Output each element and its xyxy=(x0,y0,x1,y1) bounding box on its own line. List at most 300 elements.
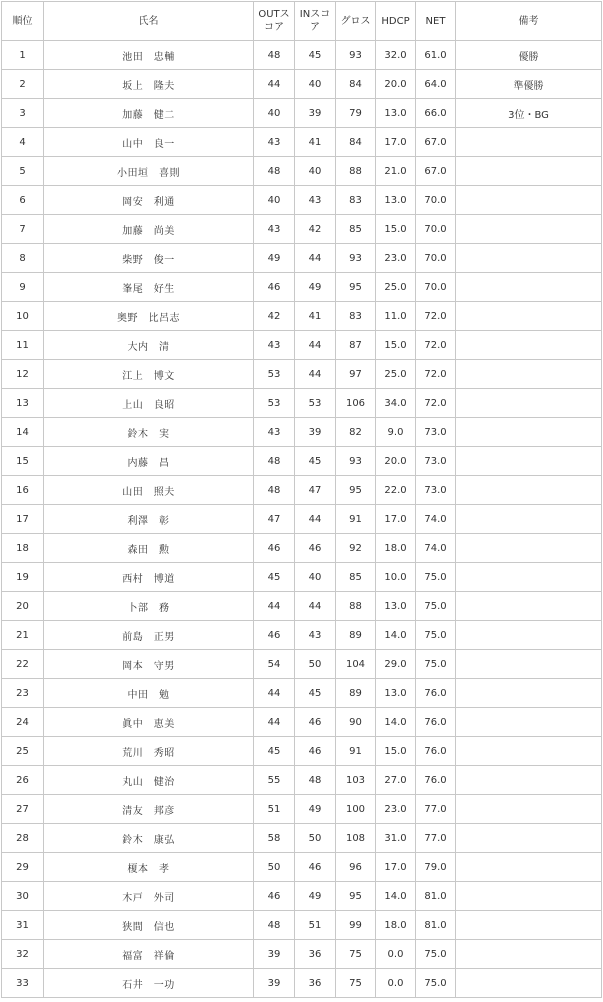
net-cell: 75.0 xyxy=(416,563,456,592)
header-net: NET xyxy=(416,2,456,41)
out-score-cell: 43 xyxy=(254,128,295,157)
name-cell: 狭間 信也 xyxy=(44,911,254,940)
table-row xyxy=(2,157,602,186)
header-out-score: OUTスコア xyxy=(254,2,295,41)
table-row xyxy=(2,41,602,70)
net-cell: 77.0 xyxy=(416,824,456,853)
net-cell: 81.0 xyxy=(416,911,456,940)
rank-cell: 29 xyxy=(2,853,44,882)
gross-cell: 75 xyxy=(336,940,376,969)
gross-cell: 93 xyxy=(336,447,376,476)
name-cell: 鈴木 実 xyxy=(44,418,254,447)
rank-cell: 23 xyxy=(2,679,44,708)
in-score-cell: 44 xyxy=(295,360,336,389)
in-score-cell: 40 xyxy=(295,563,336,592)
rank-cell: 28 xyxy=(2,824,44,853)
gross-cell: 91 xyxy=(336,737,376,766)
table-row xyxy=(2,447,602,476)
net-cell: 70.0 xyxy=(416,273,456,302)
net-cell: 73.0 xyxy=(416,447,456,476)
rank-cell: 26 xyxy=(2,766,44,795)
out-score-cell: 49 xyxy=(254,244,295,273)
in-score-cell: 39 xyxy=(295,99,336,128)
in-score-cell: 50 xyxy=(295,824,336,853)
note-cell xyxy=(456,128,602,157)
gross-cell: 85 xyxy=(336,215,376,244)
name-cell: 柴野 俊一 xyxy=(44,244,254,273)
rank-cell: 5 xyxy=(2,157,44,186)
net-cell: 72.0 xyxy=(416,331,456,360)
name-cell: 前島 正男 xyxy=(44,621,254,650)
table-row xyxy=(2,128,602,157)
name-cell: 加藤 健二 xyxy=(44,99,254,128)
table-row xyxy=(2,708,602,737)
out-score-cell: 43 xyxy=(254,215,295,244)
name-cell: 眞中 恵美 xyxy=(44,708,254,737)
table-row xyxy=(2,331,602,360)
net-cell: 76.0 xyxy=(416,679,456,708)
out-score-cell: 40 xyxy=(254,186,295,215)
out-score-cell: 47 xyxy=(254,505,295,534)
out-score-cell: 43 xyxy=(254,418,295,447)
rank-cell: 16 xyxy=(2,476,44,505)
out-score-cell: 45 xyxy=(254,737,295,766)
name-cell: 卜部 務 xyxy=(44,592,254,621)
note-cell xyxy=(456,389,602,418)
table-row xyxy=(2,911,602,940)
hdcp-cell: 0.0 xyxy=(376,940,416,969)
rank-cell: 13 xyxy=(2,389,44,418)
net-cell: 76.0 xyxy=(416,737,456,766)
out-score-cell: 54 xyxy=(254,650,295,679)
in-score-cell: 46 xyxy=(295,534,336,563)
name-cell: 丸山 健治 xyxy=(44,766,254,795)
hdcp-cell: 32.0 xyxy=(376,41,416,70)
out-score-cell: 46 xyxy=(254,882,295,911)
name-cell: 奥野 比呂志 xyxy=(44,302,254,331)
table-row xyxy=(2,389,602,418)
hdcp-cell: 0.0 xyxy=(376,969,416,998)
name-cell: 江上 博文 xyxy=(44,360,254,389)
rank-cell: 24 xyxy=(2,708,44,737)
hdcp-cell: 18.0 xyxy=(376,534,416,563)
header-name: 氏名 xyxy=(44,2,254,41)
gross-cell: 103 xyxy=(336,766,376,795)
note-cell: 3位・BG xyxy=(456,99,602,128)
name-cell: 小田垣 喜則 xyxy=(44,157,254,186)
table-row xyxy=(2,302,602,331)
table-row xyxy=(2,563,602,592)
rank-cell: 12 xyxy=(2,360,44,389)
note-cell xyxy=(456,911,602,940)
in-score-cell: 46 xyxy=(295,708,336,737)
rank-cell: 17 xyxy=(2,505,44,534)
hdcp-cell: 31.0 xyxy=(376,824,416,853)
header-note: 備考 xyxy=(456,2,602,41)
net-cell: 75.0 xyxy=(416,969,456,998)
hdcp-cell: 21.0 xyxy=(376,157,416,186)
table-row xyxy=(2,534,602,563)
gross-cell: 104 xyxy=(336,650,376,679)
in-score-cell: 44 xyxy=(295,331,336,360)
rank-cell: 21 xyxy=(2,621,44,650)
gross-cell: 95 xyxy=(336,273,376,302)
gross-cell: 90 xyxy=(336,708,376,737)
gross-cell: 97 xyxy=(336,360,376,389)
table-row xyxy=(2,766,602,795)
gross-cell: 84 xyxy=(336,70,376,99)
rank-cell: 18 xyxy=(2,534,44,563)
in-score-cell: 46 xyxy=(295,853,336,882)
out-score-cell: 44 xyxy=(254,70,295,99)
note-cell xyxy=(456,534,602,563)
table-body xyxy=(2,41,602,998)
hdcp-cell: 9.0 xyxy=(376,418,416,447)
note-cell xyxy=(456,737,602,766)
rank-cell: 10 xyxy=(2,302,44,331)
in-score-cell: 49 xyxy=(295,273,336,302)
name-cell: 森田 勲 xyxy=(44,534,254,563)
in-score-cell: 53 xyxy=(295,389,336,418)
out-score-cell: 53 xyxy=(254,389,295,418)
in-score-cell: 49 xyxy=(295,795,336,824)
name-cell: 峯尾 好生 xyxy=(44,273,254,302)
rank-cell: 8 xyxy=(2,244,44,273)
rank-cell: 25 xyxy=(2,737,44,766)
name-cell: 石井 一功 xyxy=(44,969,254,998)
hdcp-cell: 13.0 xyxy=(376,592,416,621)
table-row xyxy=(2,360,602,389)
table-row xyxy=(2,273,602,302)
name-cell: 上山 良昭 xyxy=(44,389,254,418)
hdcp-cell: 10.0 xyxy=(376,563,416,592)
name-cell: 加藤 尚美 xyxy=(44,215,254,244)
name-cell: 清友 邦彦 xyxy=(44,795,254,824)
hdcp-cell: 25.0 xyxy=(376,360,416,389)
net-cell: 76.0 xyxy=(416,708,456,737)
net-cell: 72.0 xyxy=(416,302,456,331)
net-cell: 76.0 xyxy=(416,766,456,795)
hdcp-cell: 13.0 xyxy=(376,679,416,708)
header-in-score: INスコア xyxy=(295,2,336,41)
note-cell xyxy=(456,940,602,969)
rank-cell: 33 xyxy=(2,969,44,998)
in-score-cell: 43 xyxy=(295,186,336,215)
out-score-cell: 48 xyxy=(254,41,295,70)
table-row xyxy=(2,824,602,853)
in-score-cell: 43 xyxy=(295,621,336,650)
rank-cell: 2 xyxy=(2,70,44,99)
rank-cell: 31 xyxy=(2,911,44,940)
note-cell xyxy=(456,215,602,244)
name-cell: 坂上 隆夫 xyxy=(44,70,254,99)
gross-cell: 95 xyxy=(336,882,376,911)
name-cell: 荒川 秀昭 xyxy=(44,737,254,766)
table-row xyxy=(2,737,602,766)
name-cell: 池田 忠輔 xyxy=(44,41,254,70)
in-score-cell: 45 xyxy=(295,679,336,708)
name-cell: 鈴木 康弘 xyxy=(44,824,254,853)
gross-cell: 100 xyxy=(336,795,376,824)
table-row xyxy=(2,679,602,708)
name-cell: 榎本 孝 xyxy=(44,853,254,882)
gross-cell: 75 xyxy=(336,969,376,998)
gross-cell: 99 xyxy=(336,911,376,940)
note-cell xyxy=(456,621,602,650)
table-row xyxy=(2,853,602,882)
out-score-cell: 51 xyxy=(254,795,295,824)
note-cell xyxy=(456,331,602,360)
gross-cell: 83 xyxy=(336,186,376,215)
hdcp-cell: 20.0 xyxy=(376,447,416,476)
gross-cell: 85 xyxy=(336,563,376,592)
table-row xyxy=(2,650,602,679)
gross-cell: 95 xyxy=(336,476,376,505)
note-cell xyxy=(456,795,602,824)
in-score-cell: 36 xyxy=(295,940,336,969)
net-cell: 66.0 xyxy=(416,99,456,128)
table-row xyxy=(2,621,602,650)
note-cell xyxy=(456,824,602,853)
note-cell xyxy=(456,969,602,998)
table-row xyxy=(2,186,602,215)
note-cell xyxy=(456,418,602,447)
hdcp-cell: 15.0 xyxy=(376,737,416,766)
hdcp-cell: 22.0 xyxy=(376,476,416,505)
rank-cell: 20 xyxy=(2,592,44,621)
net-cell: 64.0 xyxy=(416,70,456,99)
header-rank: 順位 xyxy=(2,2,44,41)
note-cell xyxy=(456,302,602,331)
in-score-cell: 40 xyxy=(295,157,336,186)
gross-cell: 93 xyxy=(336,41,376,70)
rank-cell: 6 xyxy=(2,186,44,215)
table-row xyxy=(2,882,602,911)
net-cell: 81.0 xyxy=(416,882,456,911)
net-cell: 61.0 xyxy=(416,41,456,70)
header-hdcp: HDCP xyxy=(376,2,416,41)
name-cell: 岡安 利通 xyxy=(44,186,254,215)
table-row xyxy=(2,418,602,447)
in-score-cell: 45 xyxy=(295,41,336,70)
out-score-cell: 42 xyxy=(254,302,295,331)
hdcp-cell: 23.0 xyxy=(376,244,416,273)
note-cell xyxy=(456,157,602,186)
name-cell: 山中 良一 xyxy=(44,128,254,157)
net-cell: 67.0 xyxy=(416,128,456,157)
gross-cell: 108 xyxy=(336,824,376,853)
in-score-cell: 47 xyxy=(295,476,336,505)
hdcp-cell: 34.0 xyxy=(376,389,416,418)
table-row xyxy=(2,99,602,128)
rank-cell: 14 xyxy=(2,418,44,447)
in-score-cell: 39 xyxy=(295,418,336,447)
note-cell xyxy=(456,563,602,592)
note-cell xyxy=(456,882,602,911)
gross-cell: 84 xyxy=(336,128,376,157)
rank-cell: 15 xyxy=(2,447,44,476)
net-cell: 79.0 xyxy=(416,853,456,882)
gross-cell: 88 xyxy=(336,592,376,621)
hdcp-cell: 14.0 xyxy=(376,882,416,911)
gross-cell: 89 xyxy=(336,679,376,708)
table-row xyxy=(2,505,602,534)
hdcp-cell: 20.0 xyxy=(376,70,416,99)
in-score-cell: 36 xyxy=(295,969,336,998)
net-cell: 77.0 xyxy=(416,795,456,824)
gross-cell: 83 xyxy=(336,302,376,331)
gross-cell: 79 xyxy=(336,99,376,128)
note-cell xyxy=(456,592,602,621)
in-score-cell: 49 xyxy=(295,882,336,911)
gross-cell: 91 xyxy=(336,505,376,534)
header-row xyxy=(2,2,602,41)
net-cell: 75.0 xyxy=(416,650,456,679)
rank-cell: 3 xyxy=(2,99,44,128)
table-row xyxy=(2,969,602,998)
out-score-cell: 44 xyxy=(254,592,295,621)
gross-cell: 89 xyxy=(336,621,376,650)
in-score-cell: 46 xyxy=(295,737,336,766)
note-cell xyxy=(456,708,602,737)
hdcp-cell: 29.0 xyxy=(376,650,416,679)
table-row xyxy=(2,215,602,244)
out-score-cell: 40 xyxy=(254,99,295,128)
note-cell: 優勝 xyxy=(456,41,602,70)
hdcp-cell: 23.0 xyxy=(376,795,416,824)
hdcp-cell: 15.0 xyxy=(376,331,416,360)
gross-cell: 92 xyxy=(336,534,376,563)
out-score-cell: 39 xyxy=(254,940,295,969)
hdcp-cell: 18.0 xyxy=(376,911,416,940)
in-score-cell: 44 xyxy=(295,244,336,273)
rank-cell: 4 xyxy=(2,128,44,157)
gross-cell: 87 xyxy=(336,331,376,360)
net-cell: 75.0 xyxy=(416,621,456,650)
gross-cell: 88 xyxy=(336,157,376,186)
out-score-cell: 46 xyxy=(254,273,295,302)
rank-cell: 30 xyxy=(2,882,44,911)
net-cell: 73.0 xyxy=(416,476,456,505)
hdcp-cell: 13.0 xyxy=(376,186,416,215)
rank-cell: 7 xyxy=(2,215,44,244)
name-cell: 西村 博道 xyxy=(44,563,254,592)
in-score-cell: 41 xyxy=(295,302,336,331)
out-score-cell: 48 xyxy=(254,157,295,186)
note-cell xyxy=(456,244,602,273)
name-cell: 大内 清 xyxy=(44,331,254,360)
note-cell xyxy=(456,476,602,505)
hdcp-cell: 15.0 xyxy=(376,215,416,244)
note-cell xyxy=(456,273,602,302)
hdcp-cell: 17.0 xyxy=(376,853,416,882)
name-cell: 利澤 彰 xyxy=(44,505,254,534)
out-score-cell: 39 xyxy=(254,969,295,998)
note-cell xyxy=(456,766,602,795)
in-score-cell: 50 xyxy=(295,650,336,679)
out-score-cell: 46 xyxy=(254,621,295,650)
name-cell: 中田 勉 xyxy=(44,679,254,708)
in-score-cell: 40 xyxy=(295,70,336,99)
table-row xyxy=(2,592,602,621)
rank-cell: 27 xyxy=(2,795,44,824)
table-row xyxy=(2,476,602,505)
gross-cell: 93 xyxy=(336,244,376,273)
name-cell: 福富 祥倫 xyxy=(44,940,254,969)
note-cell xyxy=(456,650,602,679)
net-cell: 75.0 xyxy=(416,592,456,621)
note-cell: 準優勝 xyxy=(456,70,602,99)
out-score-cell: 48 xyxy=(254,447,295,476)
in-score-cell: 45 xyxy=(295,447,336,476)
note-cell xyxy=(456,447,602,476)
out-score-cell: 48 xyxy=(254,476,295,505)
note-cell xyxy=(456,360,602,389)
table-row xyxy=(2,795,602,824)
out-score-cell: 48 xyxy=(254,911,295,940)
net-cell: 70.0 xyxy=(416,186,456,215)
rank-cell: 19 xyxy=(2,563,44,592)
gross-cell: 106 xyxy=(336,389,376,418)
out-score-cell: 55 xyxy=(254,766,295,795)
name-cell: 岡本 守男 xyxy=(44,650,254,679)
table-row xyxy=(2,70,602,99)
rank-cell: 1 xyxy=(2,41,44,70)
net-cell: 72.0 xyxy=(416,389,456,418)
hdcp-cell: 14.0 xyxy=(376,621,416,650)
net-cell: 67.0 xyxy=(416,157,456,186)
out-score-cell: 46 xyxy=(254,534,295,563)
hdcp-cell: 27.0 xyxy=(376,766,416,795)
table-row xyxy=(2,940,602,969)
header-gross: グロス xyxy=(336,2,376,41)
hdcp-cell: 17.0 xyxy=(376,128,416,157)
net-cell: 74.0 xyxy=(416,534,456,563)
out-score-cell: 44 xyxy=(254,679,295,708)
note-cell xyxy=(456,186,602,215)
rank-cell: 9 xyxy=(2,273,44,302)
out-score-cell: 44 xyxy=(254,708,295,737)
name-cell: 木戸 外司 xyxy=(44,882,254,911)
in-score-cell: 51 xyxy=(295,911,336,940)
rank-cell: 22 xyxy=(2,650,44,679)
net-cell: 72.0 xyxy=(416,360,456,389)
net-cell: 73.0 xyxy=(416,418,456,447)
name-cell: 山田 照夫 xyxy=(44,476,254,505)
net-cell: 75.0 xyxy=(416,940,456,969)
net-cell: 70.0 xyxy=(416,215,456,244)
note-cell xyxy=(456,505,602,534)
rank-cell: 32 xyxy=(2,940,44,969)
hdcp-cell: 25.0 xyxy=(376,273,416,302)
hdcp-cell: 17.0 xyxy=(376,505,416,534)
out-score-cell: 43 xyxy=(254,331,295,360)
out-score-cell: 45 xyxy=(254,563,295,592)
in-score-cell: 44 xyxy=(295,505,336,534)
note-cell xyxy=(456,679,602,708)
in-score-cell: 48 xyxy=(295,766,336,795)
results-table xyxy=(1,1,602,998)
hdcp-cell: 11.0 xyxy=(376,302,416,331)
net-cell: 74.0 xyxy=(416,505,456,534)
hdcp-cell: 14.0 xyxy=(376,708,416,737)
in-score-cell: 41 xyxy=(295,128,336,157)
table-row xyxy=(2,244,602,273)
hdcp-cell: 13.0 xyxy=(376,99,416,128)
out-score-cell: 58 xyxy=(254,824,295,853)
in-score-cell: 44 xyxy=(295,592,336,621)
out-score-cell: 50 xyxy=(254,853,295,882)
